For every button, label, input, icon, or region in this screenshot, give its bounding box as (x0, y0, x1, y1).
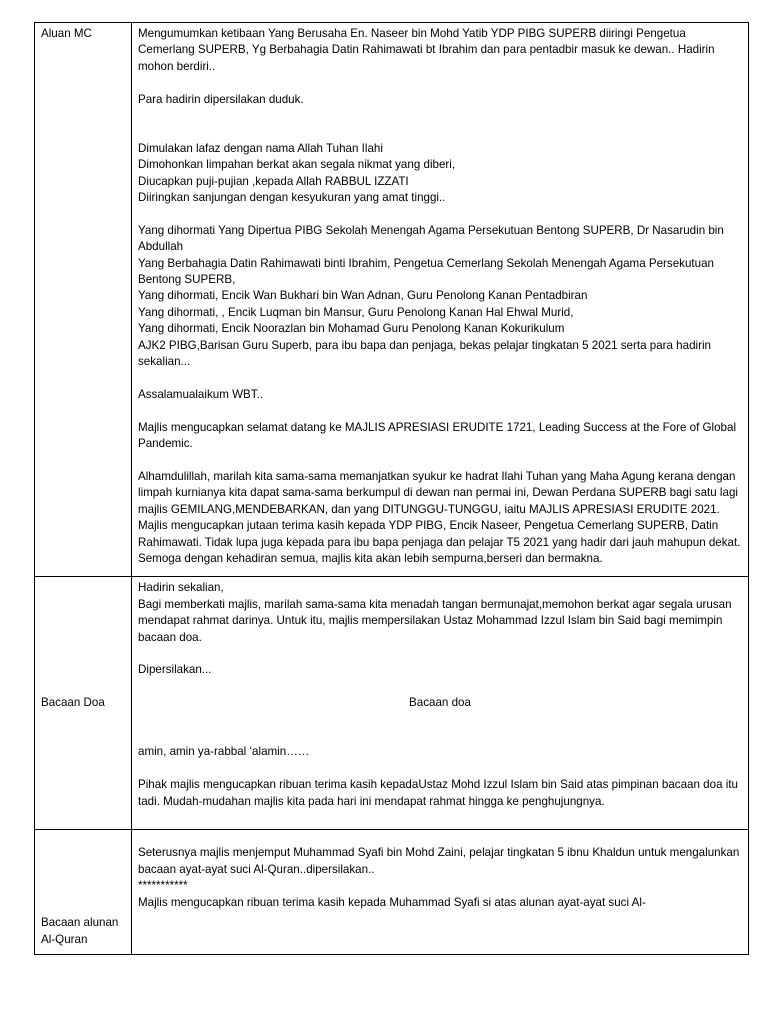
paragraph: Yang dihormati, , Encik Luqman bin Mansur, Guru Penolong Kanan Hal Ehwal Murid, (138, 305, 574, 319)
row-label: Bacaan Doa (35, 577, 132, 830)
paragraph: Majlis mengucapkan ribuan terima kasih kepada Muhammad Syafi si atas alunan ayat-ayat suci Al- (138, 895, 646, 909)
paragraph: Mengumumkan ketibaan Yang Berusaha En. Naseer bin Mohd Yatib YDP PIBG SUPERB diiringi Pengetua Cemerlang SUPERB, Yg Berbahagia Datin Rahimawati bt Ibrahim dan para pentadbir masuk ke dewan.. Hadirin mohon berdiri.. (138, 27, 715, 73)
paragraph: Pihak majlis mengucapkan ribuan terima kasih kepadaUstaz Mohd Izzul Islam bin Said atas pimpinan bacaan doa itu tadi. Mudah-mudahan majlis kita pada hari ini mendapat rahmat hingga ke penghujungnya. (138, 778, 738, 808)
table-row (35, 577, 749, 830)
paragraph: Yang dihormati, Encik Wan Bukhari bin Wan Adnan, Guru Penolong Kanan Pentadbiran (138, 289, 588, 303)
row-label: Aluan MC (35, 23, 132, 577)
paragraph: amin, amin ya-rabbal ‘alamin…… (138, 745, 310, 759)
paragraph: Assalamualaikum WBT.. (138, 387, 263, 401)
row-content (132, 830, 749, 955)
paragraph: Diucapkan puji-pujian ,kepada Allah RABBUL IZZATI (138, 174, 409, 188)
paragraph: Bagi memberkati majlis, marilah sama-sama kita menadah tangan bermunajat,memohon berkat agar segala urusan mendapat rahmat darinya. Untuk itu, majlis mempersilakan Ustaz Mohammad Izzul Islam bin Said bagi memimpin bacaan doa. (138, 597, 732, 644)
paragraph: Majlis mengucapkan selamat datang ke MAJLIS APRESIASI ERUDITE 1721, Leading Success at the Fore of Global Pandemic. (138, 420, 737, 451)
paragraph: Seterusnya majlis menjemput Muhammad Syafi bin Mohd Zaini, pelajar tingkatan 5 ibnu Khaldun untuk mengalunkan bacaan ayat-ayat suci Al-Quran..dipersilakan.. (138, 846, 740, 876)
paragraph: Dimohonkan limpahan berkat akan segala nikmat yang diberi, (138, 158, 456, 172)
paragraph: Yang Berbahagia Datin Rahimawati binti Ibrahim, Pengetua Cemerlang Sekolah Menengah Agama Persekutuan Bentong SUPERB, (138, 256, 714, 287)
row-label: Bacaan alunan Al-Quran (35, 830, 132, 955)
paragraph: *********** (138, 879, 188, 893)
document-page (34, 22, 741, 955)
paragraph: Para hadirin dipersilakan duduk. (138, 92, 304, 106)
table-row (35, 830, 749, 955)
paragraph: Majlis mengucapkan jutaan terima kasih kepada YDP PIBG, Encik Naseer, Pengetua Cemerlang SUPERB, Datin Rahimawati. Tidak lupa juga kepada para ibu bapa penjaga dan pelajar T5 2021 yang hadir dari jauh mahupun dekat. Semoga dengan kehadiran semua, majlis kita akan lebih sempurna,berseri dan bermakna. (138, 519, 741, 565)
paragraph: Alhamdulillah, marilah kita sama-sama memanjatkan syukur ke hadrat Ilahi Tuhan yang Maha Agung kerana dengan limpah kurnianya kita dapat sama-sama berkumpul di dewan nan permai ini, Dewan Perdana SUPERB bagi satu lagi majlis GEMILANG,MENDEBARKAN, dan yang DITUNGGU-TUNGGU, iaitu MAJLIS APRESIASI ERUDITE 2021. (138, 469, 738, 516)
paragraph: Bacaan doa (409, 696, 471, 710)
row-content (132, 577, 749, 830)
paragraph: Diiringkan sanjungan dengan kesyukuran yang amat tinggi.. (138, 191, 446, 205)
script-table (34, 22, 749, 955)
paragraph: Hadirin sekalian, (138, 581, 224, 595)
paragraph: Yang dihormati, Encik Noorazlan bin Mohamad Guru Penolong Kanan Kokurikulum (138, 322, 565, 336)
table-row (35, 23, 749, 577)
paragraph: AJK2 PIBG,Barisan Guru Superb, para ibu bapa dan penjaga, bekas pelajar tingkatan 5 2021 serta para hadirin sekalian... (138, 338, 711, 369)
row-content (132, 23, 749, 577)
paragraph: Yang dihormati Yang Dipertua PIBG Sekolah Menengah Agama Persekutuan Bentong SUPERB, Dr Nasarudin bin Abdullah (138, 223, 724, 254)
paragraph: Dimulakan lafaz dengan nama Allah Tuhan Ilahi (138, 141, 383, 155)
paragraph: Dipersilakan... (138, 663, 212, 677)
